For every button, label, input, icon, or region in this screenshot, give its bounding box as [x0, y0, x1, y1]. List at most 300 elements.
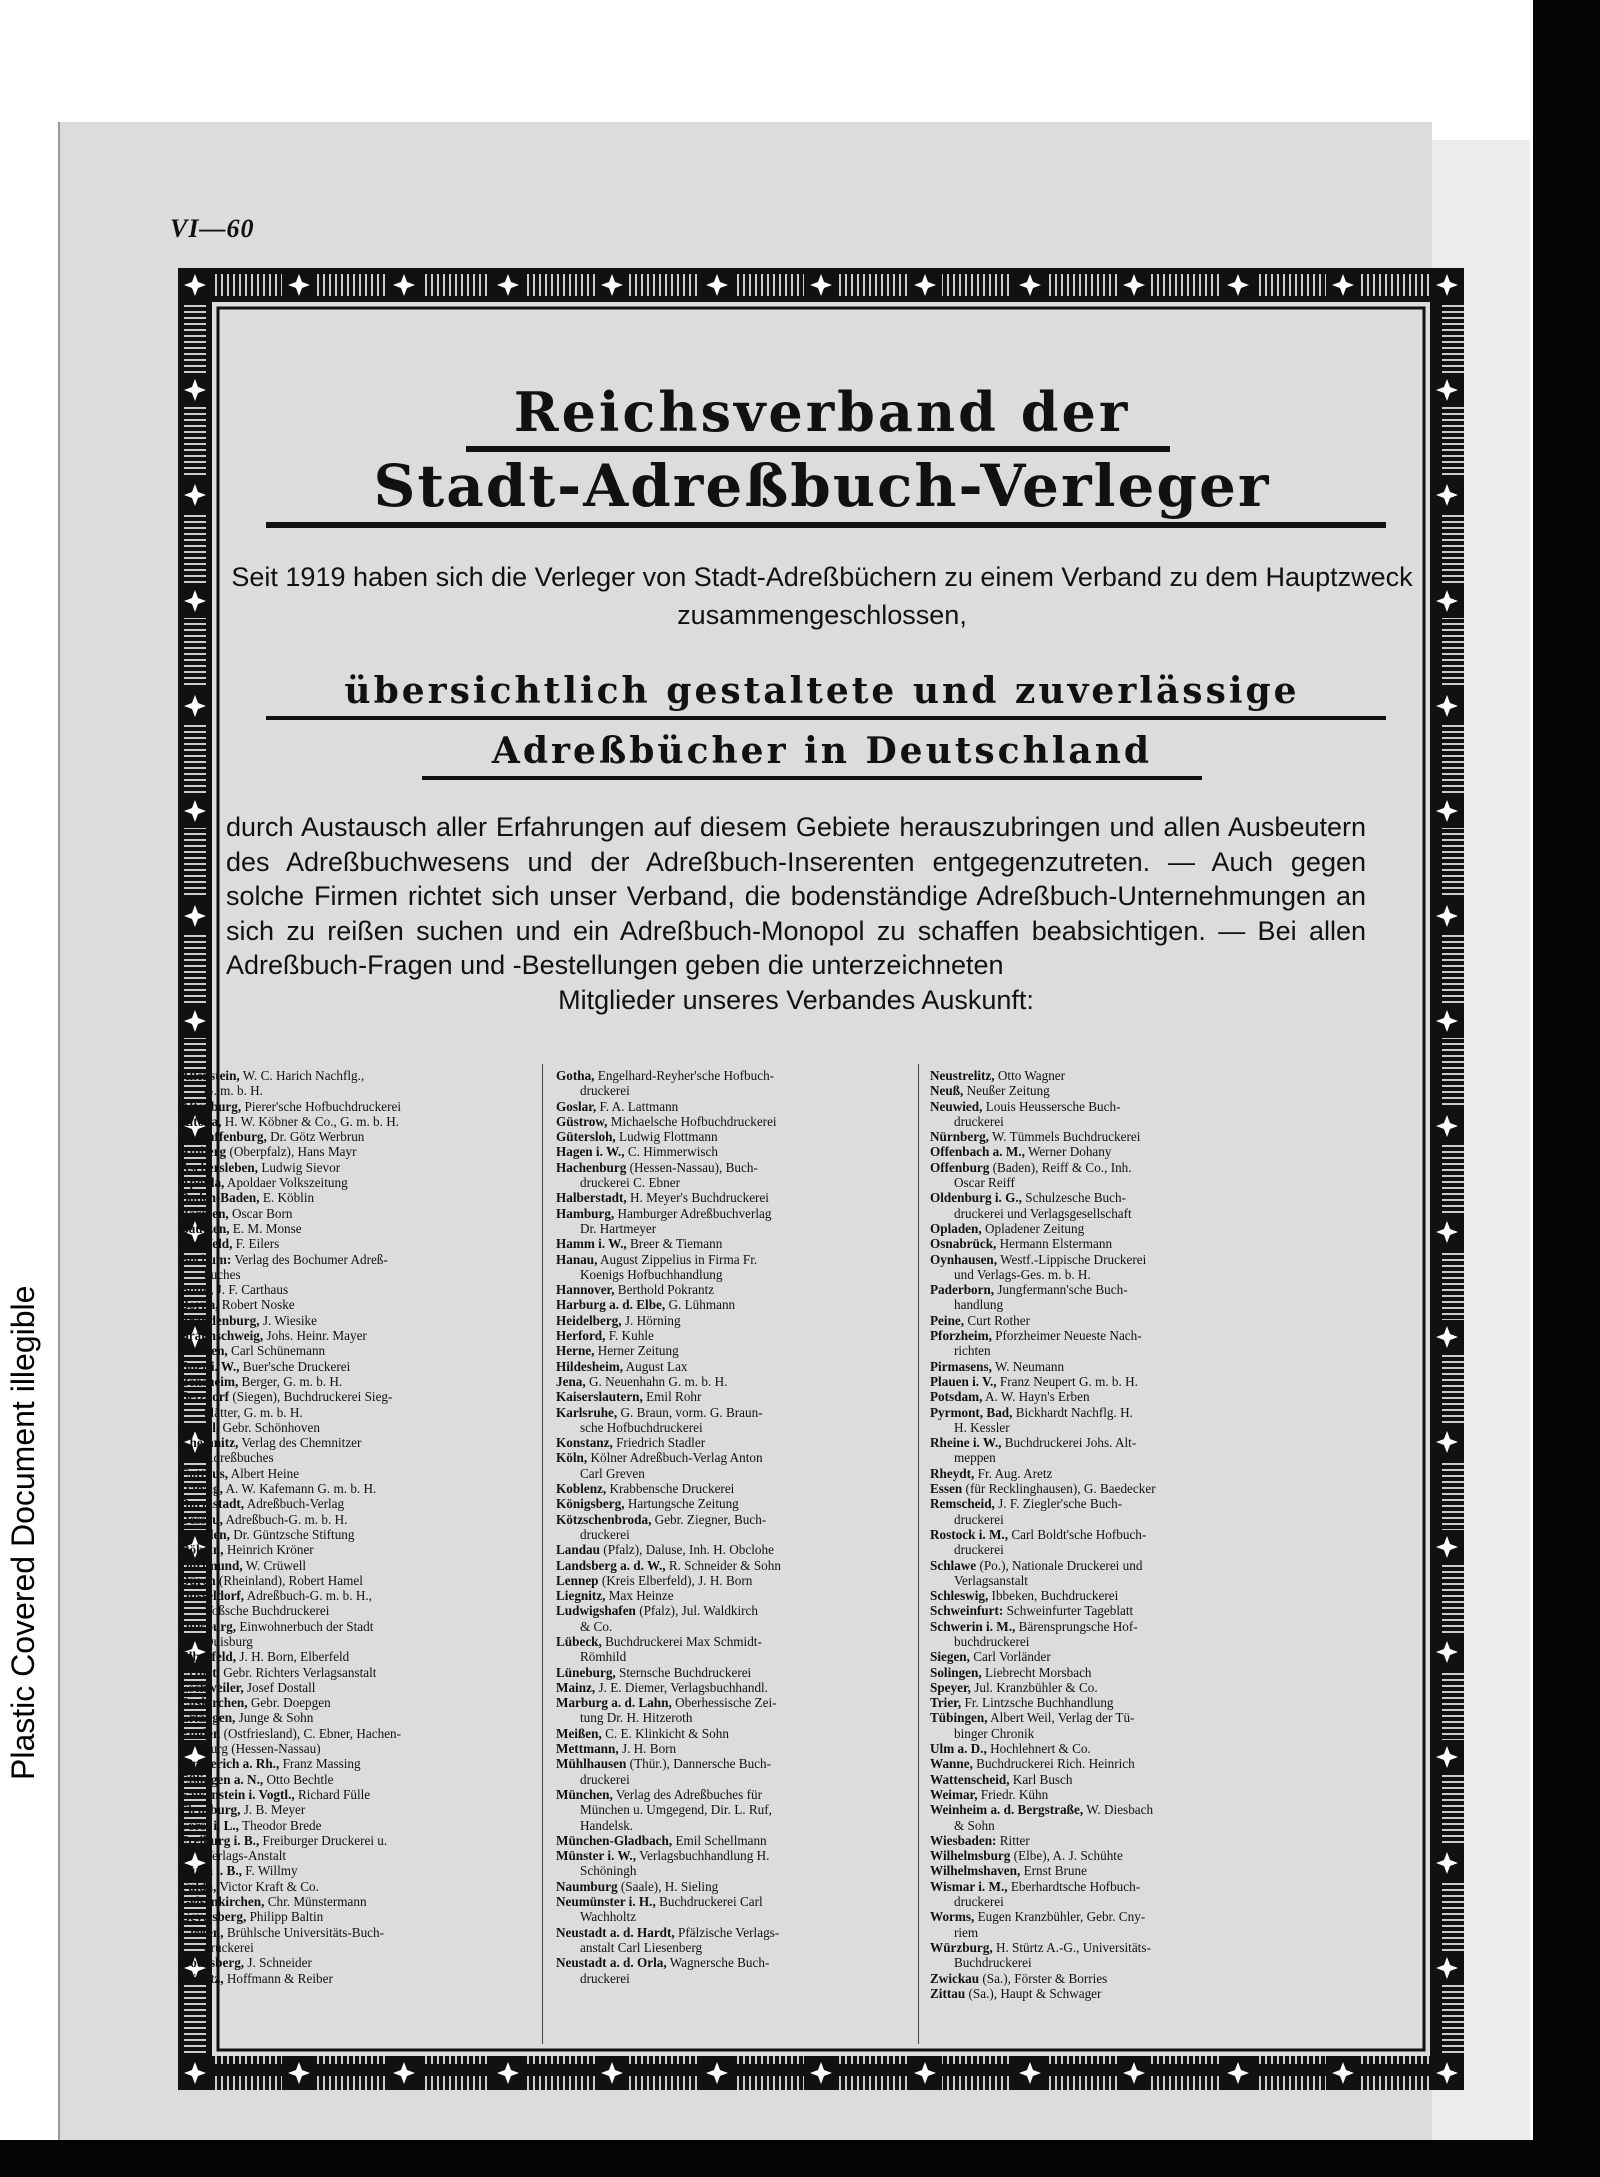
- member-city: Wiesbaden:: [930, 1832, 997, 1848]
- intro-text: Seit 1919 haben sich die Verleger von Stadt-Adreßbüchern zu einem Verband zu dem Hauptzweck zusammengeschlossen,: [231, 562, 1413, 630]
- member-entry: [556, 1099, 906, 1114]
- member-publisher: Louis Heussersche Buch-: [985, 1098, 1121, 1114]
- member-city: Hannover,: [556, 1282, 615, 1298]
- subtitle-underline-2: [422, 776, 1202, 780]
- member-city: Gießen,: [180, 1924, 224, 1940]
- member-publisher: Duisburg: [204, 1633, 253, 1649]
- member-publisher: G. Braun, vorm. G. Braun-: [620, 1404, 763, 1420]
- member-entry: [556, 1833, 906, 1848]
- member-city: Aschaffenburg,: [180, 1129, 267, 1145]
- member-publisher: anstalt Carl Liesenberg: [580, 1939, 703, 1955]
- member-publisher: W. Tümmels Buchdruckerei: [992, 1129, 1141, 1145]
- member-publisher: J. Wiesike: [262, 1312, 317, 1328]
- title-underline-2: [266, 522, 1386, 528]
- member-city: Neuß,: [930, 1083, 964, 1099]
- member-city: Zittau: [930, 1985, 966, 2001]
- member-entry: [556, 1726, 906, 1741]
- member-entry: [556, 1129, 906, 1144]
- member-entry: [180, 1603, 530, 1618]
- member-city: Elberfeld,: [180, 1649, 237, 1665]
- member-city: Zwickau: [930, 1970, 980, 1986]
- member-city: Kaiserslautern,: [556, 1389, 643, 1405]
- member-publisher: F. A. Lattmann: [599, 1098, 679, 1114]
- member-entry: [930, 1680, 1280, 1695]
- member-city: Hamm i. W.,: [556, 1236, 627, 1252]
- member-publisher: (Po.), Nationale Druckerei und: [979, 1557, 1143, 1573]
- member-entry: [180, 1144, 530, 1159]
- member-entry: [930, 1772, 1280, 1787]
- member-entry: [180, 1833, 530, 1848]
- member-publisher: burg (Hessen-Nassau): [204, 1741, 321, 1757]
- member-publisher: J. B. Meyer: [243, 1802, 306, 1818]
- member-entry: [930, 1848, 1280, 1863]
- member-publisher: H. Meyer's Buchdruckerei: [630, 1190, 769, 1206]
- member-entry: [556, 1297, 906, 1312]
- member-entry: [930, 1665, 1280, 1680]
- member-city: Bochum:: [180, 1251, 232, 1267]
- member-entry: [180, 1114, 530, 1129]
- member-city: Neumünster i. H.,: [556, 1894, 656, 1910]
- member-city: Paderborn,: [930, 1282, 995, 1298]
- member-city: Baden-Baden,: [180, 1190, 260, 1206]
- member-publisher: Brühlsche Universitäts-Buch-: [226, 1924, 385, 1940]
- member-city: Altenburg,: [180, 1098, 242, 1114]
- member-publisher: Verlag des Chemnitzer: [241, 1435, 362, 1451]
- member-city: Döbeln,: [180, 1542, 224, 1558]
- member-city: Offenbach a. M.,: [930, 1144, 1025, 1160]
- member-entry: [556, 1313, 906, 1328]
- member-entry: [930, 1160, 1280, 1175]
- member-publisher: druckerei und Verlagsgesellschaft: [954, 1205, 1132, 1221]
- member-entry: [180, 1313, 530, 1328]
- member-entry: [930, 1328, 1280, 1343]
- member-entry: [930, 1879, 1280, 1894]
- member-entry: [930, 1129, 1280, 1144]
- member-city: Mühlhausen: [556, 1756, 627, 1772]
- member-entry: [556, 1603, 906, 1618]
- member-entry: [180, 1710, 530, 1725]
- member-city: Marburg a. d. Lahn,: [556, 1695, 672, 1711]
- member-publisher: (Sa.), Förster & Borries: [982, 1970, 1108, 1986]
- member-city: Neuwied,: [930, 1098, 983, 1114]
- member-entry: [930, 1114, 1280, 1129]
- member-entry: [556, 1619, 906, 1634]
- member-city: Schlawe: [930, 1557, 977, 1573]
- member-entry: [930, 1389, 1280, 1404]
- member-entry: [180, 1481, 530, 1496]
- member-entry: [180, 1542, 530, 1557]
- member-city: Lübeck,: [556, 1633, 602, 1649]
- member-publisher: C. E. Klinkicht & Sohn: [605, 1725, 729, 1741]
- member-entry: [556, 1190, 906, 1205]
- member-entry: [180, 1634, 530, 1649]
- member-entry: [180, 1389, 530, 1404]
- member-city: Hamburg,: [556, 1205, 615, 1221]
- member-entry: [556, 1481, 906, 1496]
- member-publisher: W. Diesbach: [1086, 1802, 1154, 1818]
- member-entry: [556, 1389, 906, 1404]
- member-publisher: Römhild: [580, 1649, 627, 1665]
- member-city: Hachenburg: [556, 1159, 627, 1175]
- member-city: Potsdam,: [930, 1389, 983, 1405]
- member-publisher: J. E. Diemer, Verlagsbuchhandl.: [598, 1679, 769, 1695]
- member-entry: [180, 1190, 530, 1205]
- member-city: Weimar,: [930, 1786, 978, 1802]
- member-publisher: Hermann Elstermann: [999, 1236, 1113, 1252]
- member-entry: [930, 1144, 1280, 1159]
- member-entry: [180, 1374, 530, 1389]
- member-city: Königsberg,: [556, 1496, 625, 1512]
- member-publisher: Adreßbuch-G. m. b. H.,: [246, 1588, 372, 1604]
- member-publisher: buches: [204, 1266, 241, 1282]
- member-city: Wattenscheid,: [930, 1771, 1010, 1787]
- member-publisher: druckerei: [580, 1771, 630, 1787]
- member-publisher: Krabbensche Druckerei: [609, 1481, 735, 1497]
- title-line-2: Stadt-Adreßbuch-Verleger: [373, 452, 1271, 520]
- member-city: Essen: [930, 1481, 963, 1497]
- member-publisher: J. Hörning: [624, 1312, 681, 1328]
- member-city: Pirmasens,: [930, 1358, 992, 1374]
- member-publisher: Philipp Baltin: [249, 1909, 324, 1925]
- member-city: Jena,: [556, 1373, 586, 1389]
- member-publisher: druckerei: [580, 1970, 630, 1986]
- member-column-2: [556, 1068, 906, 1986]
- member-publisher: druckerei: [580, 1083, 630, 1099]
- member-entry: [930, 1099, 1280, 1114]
- member-publisher: Otto Wagner: [997, 1068, 1066, 1083]
- member-city: Kötzschenbroda,: [556, 1511, 652, 1527]
- member-publisher: Emil Schellmann: [675, 1832, 767, 1848]
- member-publisher: Ludwig Sievor: [261, 1159, 341, 1175]
- subtitle-line-1: übersichtlich gestaltete und zuverlässige: [344, 670, 1300, 712]
- member-publisher: Hartungsche Zeitung: [627, 1496, 739, 1512]
- member-entry: [180, 1343, 530, 1358]
- member-city: Liegnitz,: [556, 1588, 606, 1604]
- member-entry: [556, 1083, 906, 1098]
- member-entry: [180, 1466, 530, 1481]
- member-publisher: Pforzheimer Neueste Nach-: [995, 1328, 1142, 1344]
- member-publisher: J. F. Carthaus: [216, 1282, 289, 1298]
- member-entry: [930, 1496, 1280, 1511]
- member-city: München-Gladbach,: [556, 1832, 673, 1848]
- member-entry: [180, 1129, 530, 1144]
- member-entry: [930, 1297, 1280, 1312]
- member-city: Nürnberg,: [930, 1129, 989, 1145]
- member-publisher: Opladener Zeitung: [984, 1220, 1085, 1236]
- member-entry: [180, 1297, 530, 1312]
- member-publisher: meppen: [954, 1450, 996, 1466]
- member-city: Eschweiler,: [180, 1679, 244, 1695]
- member-publisher: Oberhessische Zei-: [675, 1695, 777, 1711]
- member-publisher: H. Stürtz A.-G., Universitäts-: [995, 1939, 1151, 1955]
- member-entry: [180, 1496, 530, 1511]
- member-publisher: Heinrich Kröner: [226, 1542, 314, 1558]
- member-city: München,: [556, 1786, 613, 1802]
- member-publisher: Westf.-Lippische Druckerei: [1000, 1251, 1147, 1267]
- member-publisher: (Rheinland), Robert Hamel: [218, 1572, 363, 1588]
- member-publisher: Verlag des Adreßbuches für: [615, 1786, 762, 1802]
- member-publisher: Liebrecht Morsbach: [984, 1664, 1092, 1680]
- member-entry: [180, 1894, 530, 1909]
- member-publisher: Dr. Götz Werbrun: [270, 1129, 365, 1145]
- member-entry: [930, 1083, 1280, 1098]
- member-publisher: Carl Greven: [580, 1465, 645, 1481]
- member-entry: [180, 1527, 530, 1542]
- member-entry: [930, 1343, 1280, 1358]
- member-city: Amberg: [180, 1144, 227, 1160]
- member-publisher: Apoldaer Volkszeitung: [226, 1175, 348, 1191]
- member-city: Ludwigshafen: [556, 1603, 636, 1619]
- member-entry: [930, 1573, 1280, 1588]
- member-entry: [930, 1481, 1280, 1496]
- member-entry: [180, 1160, 530, 1175]
- member-publisher: (Oberpfalz), Hans Mayr: [229, 1144, 357, 1160]
- member-entry: [556, 1175, 906, 1190]
- member-city: Schweinfurt:: [930, 1603, 1004, 1619]
- member-entry: [930, 1236, 1280, 1251]
- member-publisher: druckerei: [954, 1542, 1004, 1558]
- member-column-1: [180, 1068, 530, 1986]
- member-publisher: Oscar Born: [232, 1205, 293, 1221]
- member-city: Schwerin i. M.,: [930, 1618, 1016, 1634]
- member-entry: [930, 1282, 1280, 1297]
- member-city: Osnabrück,: [930, 1236, 997, 1252]
- member-entry: [556, 1114, 906, 1129]
- member-publisher: Werner Dohany: [1027, 1144, 1112, 1160]
- member-city: Landau: [556, 1542, 600, 1558]
- member-city: Brandenburg,: [180, 1312, 260, 1328]
- member-entry: [556, 1787, 906, 1802]
- member-city: Dessau,: [180, 1511, 223, 1527]
- member-city: Düren: [180, 1572, 216, 1588]
- member-publisher: Curt Rother: [967, 1312, 1030, 1328]
- member-entry: [556, 1221, 906, 1236]
- member-entry: [180, 1175, 530, 1190]
- member-entry: [930, 1818, 1280, 1833]
- member-entry: [930, 1986, 1280, 2001]
- member-publisher: Michaelsche Hofbuchdruckerei: [610, 1113, 777, 1129]
- member-city: Fulda,: [180, 1878, 217, 1894]
- member-publisher: Eugen Kranzbühler, Gebr. Cny-: [977, 1909, 1146, 1925]
- member-entry: [180, 1940, 530, 1955]
- member-publisher: Berthold Pokrantz: [617, 1282, 715, 1298]
- member-entry: [180, 1818, 530, 1833]
- member-publisher: Emil Rohr: [646, 1389, 702, 1405]
- member-city: Harburg a. d. Elbe,: [556, 1297, 666, 1313]
- member-entry: [556, 1848, 906, 1863]
- member-column-3: [930, 1068, 1280, 2001]
- member-entry: [180, 1971, 530, 1986]
- member-city: Neustadt a. d. Orla,: [556, 1955, 667, 1971]
- member-entry: [556, 1710, 906, 1725]
- member-publisher: Franz Neupert G. m. b. H.: [999, 1373, 1138, 1389]
- member-entry: [180, 1328, 530, 1343]
- member-city: Peine,: [930, 1312, 965, 1328]
- member-city: Emden: [180, 1725, 221, 1741]
- member-publisher: München u. Umgegend, Dir. L. Ruf,: [580, 1802, 772, 1818]
- member-entry: [556, 1680, 906, 1695]
- member-publisher: J. H. Born: [621, 1741, 677, 1757]
- member-publisher: Wagnersche Buch-: [669, 1955, 770, 1971]
- member-entry: [180, 1282, 530, 1297]
- member-entry: [180, 1772, 530, 1787]
- member-entry: [180, 1925, 530, 1940]
- member-publisher: riem: [954, 1924, 979, 1940]
- member-city: Köln,: [556, 1450, 588, 1466]
- member-publisher: Franz Massing: [282, 1756, 361, 1772]
- member-publisher: Hamburger Adreßbuchverlag: [617, 1205, 772, 1221]
- member-publisher: Schulzesche Buch-: [1025, 1190, 1126, 1206]
- member-publisher: druckerei: [204, 1939, 254, 1955]
- member-entry: [930, 1420, 1280, 1435]
- member-entry: [180, 1619, 530, 1634]
- member-city: Meißen,: [556, 1725, 602, 1741]
- member-publisher: Hochlehnert & Co.: [990, 1741, 1091, 1757]
- member-city: Solingen,: [930, 1664, 982, 1680]
- member-entry: [930, 1221, 1280, 1236]
- member-publisher: richten: [954, 1343, 991, 1359]
- member-city: Mainz,: [556, 1679, 596, 1695]
- body-paragraph-last-line: Mitglieder unseres Verbandes Auskunft:: [558, 984, 1034, 1015]
- member-publisher: Bickhardt Nachflg. H.: [1015, 1404, 1133, 1420]
- member-entry: [180, 1588, 530, 1603]
- member-publisher: Richard Fülle: [297, 1786, 371, 1802]
- member-city: Weinheim a. d. Bergstraße,: [930, 1802, 1084, 1818]
- member-entry: [556, 1909, 906, 1924]
- member-entry: [556, 1588, 906, 1603]
- column-divider: [918, 1064, 919, 2044]
- member-entry: [180, 1221, 530, 1236]
- member-entry: [930, 1542, 1280, 1557]
- member-publisher: Victor Kraft & Co.: [219, 1878, 319, 1894]
- member-city: Erlangen,: [180, 1710, 236, 1726]
- member-city: Eßlingen a. N.,: [180, 1771, 264, 1787]
- member-city: Düsseldorf,: [180, 1588, 245, 1604]
- member-entry: [180, 1649, 530, 1664]
- body-paragraph-text: durch Austausch aller Erfahrungen auf diesem Gebiete herauszubringen und allen Ausbeutern des Adreßbuchwesens und der Adreßbuch-Inserenten entgegenzutreten. — Auch gegen solche Firmen richtet sich unser Verband, die bodenständige Adreßbuch-Unternehmungen an sich zu reißen suchen und ein Adreßbuch-Monopol zu schaffen beabsichtigen. — Bei allen Adreßbuch-Fragen und -Bestellungen geben die unterzeichneten: [226, 812, 1366, 980]
- scanner-border-right: [1533, 0, 1600, 2177]
- member-entry: [180, 1236, 530, 1251]
- member-city: Bonn,: [180, 1282, 214, 1298]
- member-publisher: (Saale), H. Sieling: [620, 1878, 719, 1894]
- member-entry: [180, 1068, 530, 1083]
- member-city: Danzig,: [180, 1481, 223, 1497]
- member-city: Euskirchen,: [180, 1695, 248, 1711]
- member-entry: [180, 1848, 530, 1863]
- member-entry: [556, 1634, 906, 1649]
- member-city: Worms,: [930, 1909, 975, 1925]
- member-publisher: Freiburger Druckerei u.: [262, 1832, 388, 1848]
- member-publisher: F. Eilers: [235, 1236, 280, 1252]
- member-publisher: Bärensprungsche Hof-: [1018, 1618, 1138, 1634]
- member-city: Hanau,: [556, 1251, 598, 1267]
- member-entry: [180, 1726, 530, 1741]
- member-publisher: Ludwig Flottmann: [619, 1129, 718, 1145]
- member-city: Dresden,: [180, 1526, 230, 1542]
- member-publisher: druckerei C. Ebner: [580, 1175, 680, 1191]
- member-city: Cassel,: [180, 1419, 220, 1435]
- member-publisher: blätter, G. m. b. H.: [204, 1404, 303, 1420]
- member-publisher: Schöningh: [580, 1863, 637, 1879]
- member-publisher: (Siegen), Buchdruckerei Sieg-: [232, 1389, 393, 1405]
- member-publisher: Neußer Zeitung: [966, 1083, 1050, 1099]
- member-entry: [930, 1955, 1280, 1970]
- member-city: Aschersleben,: [180, 1159, 259, 1175]
- member-publisher: A. W. Kafemann G. m. b. H.: [225, 1481, 377, 1497]
- member-publisher: H. Kessler: [954, 1419, 1010, 1435]
- member-publisher: Pfälzische Verlags-: [678, 1924, 780, 1940]
- member-publisher: (Ostfriesland), C. Ebner, Hachen-: [223, 1725, 402, 1741]
- member-city: Bremen,: [180, 1343, 228, 1359]
- member-entry: [556, 1450, 906, 1465]
- member-entry: [556, 1925, 906, 1940]
- member-publisher: Adreßbuch-G. m. b. H.: [225, 1511, 348, 1527]
- member-entry: [930, 1971, 1280, 1986]
- member-publisher: G. Neuenhahn G. m. b. H.: [588, 1373, 728, 1389]
- member-city: Güstrow,: [556, 1113, 608, 1129]
- member-entry: [556, 1573, 906, 1588]
- member-entry: [930, 1925, 1280, 1940]
- member-city: Siegen,: [930, 1649, 970, 1665]
- member-entry: [930, 1435, 1280, 1450]
- member-city: Trier,: [930, 1695, 962, 1711]
- member-entry: [556, 1160, 906, 1175]
- member-entry: [930, 1710, 1280, 1725]
- member-entry: [556, 1512, 906, 1527]
- member-entry: [930, 1863, 1280, 1878]
- member-entry: [556, 1282, 906, 1297]
- member-entry: [930, 1405, 1280, 1420]
- member-publisher: A. W. Hayn's Erben: [984, 1389, 1090, 1405]
- member-entry: [556, 1252, 906, 1267]
- member-entry: [180, 1420, 530, 1435]
- member-publisher: Sternsche Buchdruckerei: [619, 1664, 752, 1680]
- member-city: Halberstadt,: [556, 1190, 627, 1206]
- member-entry: [930, 1894, 1280, 1909]
- member-publisher: Koenigs Hofbuchhandlung: [580, 1266, 723, 1282]
- member-city: Wilhelmsburg: [930, 1848, 1011, 1864]
- member-publisher: und Verlags-Ges. m. b. H.: [954, 1266, 1091, 1282]
- member-entry: [180, 1879, 530, 1894]
- member-city: Falkenstein i. Vogtl.,: [180, 1786, 295, 1802]
- member-city: Karlsruhe,: [556, 1404, 618, 1420]
- member-entry: [556, 1863, 906, 1878]
- member-city: Pforzheim,: [930, 1328, 992, 1344]
- subtitle-line-2: Adreßbücher in Deutschland: [491, 730, 1153, 772]
- member-publisher: (Pfalz), Jul. Waldkirch: [639, 1603, 759, 1619]
- member-city: Godesberg,: [180, 1955, 245, 1971]
- member-city: Wismar i. M.,: [930, 1878, 1008, 1894]
- member-publisher: Buchdruckerei Rich. Heinrich: [976, 1756, 1135, 1772]
- member-city: Freiburg i. B.,: [180, 1832, 260, 1848]
- member-entry: [930, 1940, 1280, 1955]
- member-publisher: Eberhardtsche Hofbuch-: [1010, 1878, 1141, 1894]
- member-city: Goslar,: [556, 1098, 597, 1114]
- member-entry: [556, 1955, 906, 1970]
- member-entry: [180, 1756, 530, 1771]
- member-city: Bautzen,: [180, 1220, 230, 1236]
- member-city: Pyrmont, Bad,: [930, 1404, 1013, 1420]
- member-publisher: Buer'sche Druckerei: [242, 1358, 351, 1374]
- member-publisher: W. Crüwell: [245, 1557, 307, 1573]
- member-city: Naumburg: [556, 1878, 618, 1894]
- member-city: Plauen i. V.,: [930, 1373, 997, 1389]
- member-publisher: G. m. b. H.: [204, 1083, 263, 1099]
- body-paragraph: [226, 810, 1366, 1017]
- member-publisher: Otto Bechtle: [266, 1771, 334, 1787]
- member-publisher: Verlagsbuchhandlung H.: [639, 1848, 770, 1864]
- member-entry: [180, 1359, 530, 1374]
